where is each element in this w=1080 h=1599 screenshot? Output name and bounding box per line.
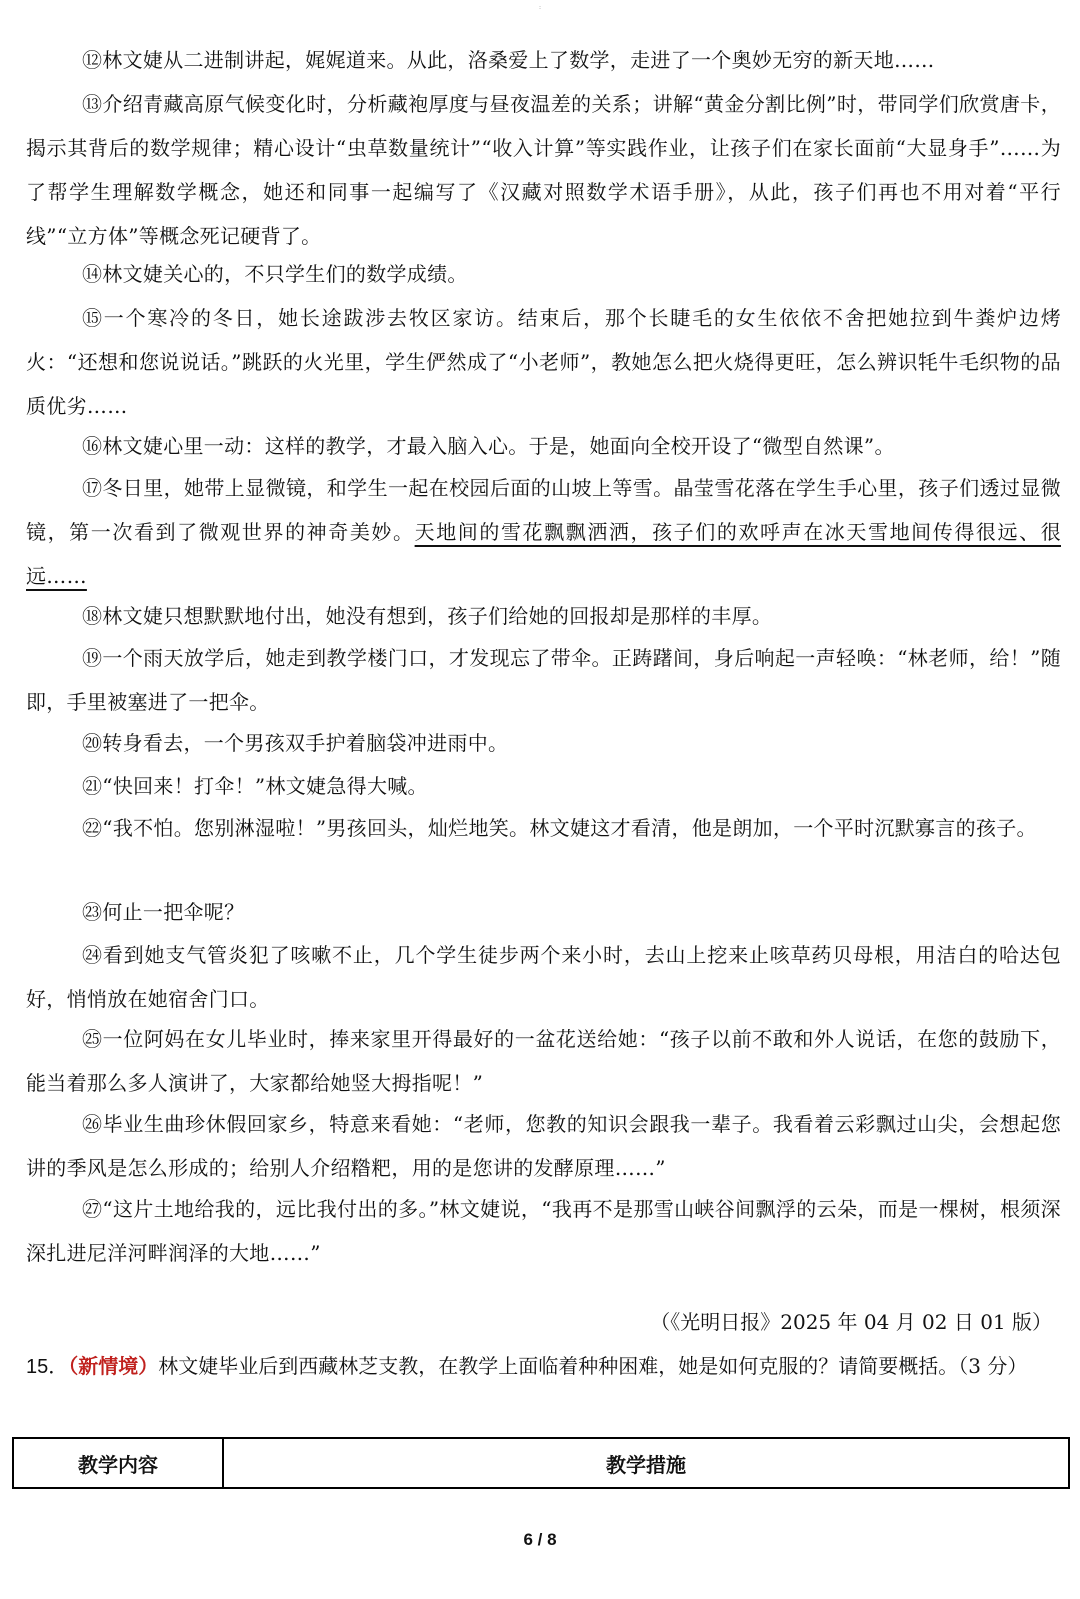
paragraph-23: ㉓何止一把伞呢？ xyxy=(82,900,245,924)
paragraph-26: ㉖毕业生曲珍休假回家乡，特意来看她：“老师，您教的知识会跟我一辈子。我看着云彩飘过山尖，会想起您讲的季风是怎么形成的；给别人介绍糌粑，用的是您讲的发酵原理……” xyxy=(26,1112,1061,1180)
paragraph-27: ㉗“这片土地给我的，远比我付出的多。”林文婕说，“我再不是那雪山峡谷间飘浮的云朵，而是一棵树，根须深深扎进尼洋河畔润泽的大地……” xyxy=(26,1197,1061,1265)
table-header-row xyxy=(13,1438,1069,1488)
paragraph-17-underlined: 天地间的雪花飘飘洒洒，孩子们的欢呼声在冰天雪地间传得很远、很远…… xyxy=(26,520,1061,588)
paragraph-18: ⑱林文婕只想默默地付出，她没有想到，孩子们给她的回报却是那样的丰厚。 xyxy=(82,604,773,628)
question-tag: （新情境） xyxy=(68,1354,159,1378)
paragraph-25: ㉕一位阿妈在女儿毕业时，捧来家里开得最好的一盆花送给她：“孩子以前不敢和外人说话，在您的鼓励下，能当着那么多人演讲了，大家都给她竖大拇指呢！” xyxy=(26,1027,1061,1095)
paragraph-17 xyxy=(26,466,1061,598)
header-teaching-measures: 教学措施 xyxy=(223,1438,1069,1488)
question-15 xyxy=(26,1343,1066,1390)
paragraph-13: ⑬介绍青藏高原气候变化时，分析藏袍厚度与昼夜温差的关系；讲解“黄金分割比例”时，带同学们欣赏唐卡，揭示其背后的数学规律；精心设计“虫草数量统计”“收入计算”等实践作业，让孩子们在家长面前“大显身手”……为了帮学生理解数学概念，她还和同事一起编写了《汉藏对照数学术语手册》，从此，孩子们再也不用对着“平行线”“立方体”等概念死记硬背了。 xyxy=(26,92,1061,248)
header-teaching-content: 教学内容 xyxy=(13,1438,223,1488)
paragraph-21: ㉑“快回来！打伞！”林文婕急得大喊。 xyxy=(82,774,428,798)
question-number: 15． xyxy=(26,1356,69,1378)
paragraph-24: ㉔看到她支气管炎犯了咳嗽不止，几个学生徒步两个来小时，去山上挖来止咳草药贝母根，用洁白的哈达包好，悄悄放在她宿舍门口。 xyxy=(26,943,1061,1011)
paragraph-15: ⑮一个寒冷的冬日，她长途跋涉去牧区家访。结束后，那个长睫毛的女生依依不舍把她拉到牛粪炉边烤火：“还想和您说说话。”跳跃的火光里，学生俨然成了“小老师”，教她怎么把火烧得更旺，怎么辨识牦牛毛织物的品质优劣…… xyxy=(26,306,1061,418)
answer-table xyxy=(12,1437,1070,1489)
header-mark: : xyxy=(538,4,542,11)
page-number: 6 / 8 xyxy=(523,1530,557,1549)
paragraph-20: ⑳转身看去，一个男孩双手护着脑袋冲进雨中。 xyxy=(82,731,509,755)
source-citation: （《光明日报》2025 年 04 月 02 日 01 版） xyxy=(650,1310,1052,1334)
paragraph-17-lead: ⑰冬日里，她带上显微镜，和学生一起在校园后面的山坡上等雪。晶莹雪花落在学生手心里，孩子们透过显微镜，第一次看到了微观世界的神奇美妙。 xyxy=(26,476,1061,544)
paragraph-16: ⑯林文婕心里一动：这样的教学，才最入脑入心。于是，她面向全校开设了“微型自然课”。 xyxy=(82,434,895,458)
paragraph-14: ⑭林文婕关心的，不只学生们的数学成绩。 xyxy=(82,262,468,286)
paragraph-19: ⑲一个雨天放学后，她走到教学楼门口，才发现忘了带伞。正踌躇间，身后响起一声轻唤：“林老师，给！”随即，手里被塞进了一把伞。 xyxy=(26,646,1061,714)
question-text: 林文婕毕业后到西藏林芝支教，在教学上面临着种种困难，她是如何克服的？请简要概括。（3 分） xyxy=(158,1354,1028,1378)
paragraph-22: ㉒“我不怕。您别淋湿啦！”男孩回头，灿烂地笑。林文婕这才看清，他是朗加，一个平时沉默寡言的孩子。 xyxy=(82,816,1037,840)
paragraph-12: ⑫林文婕从二进制讲起，娓娓道来。从此，洛桑爱上了数学，走进了一个奥妙无穷的新天地…… xyxy=(82,48,935,72)
